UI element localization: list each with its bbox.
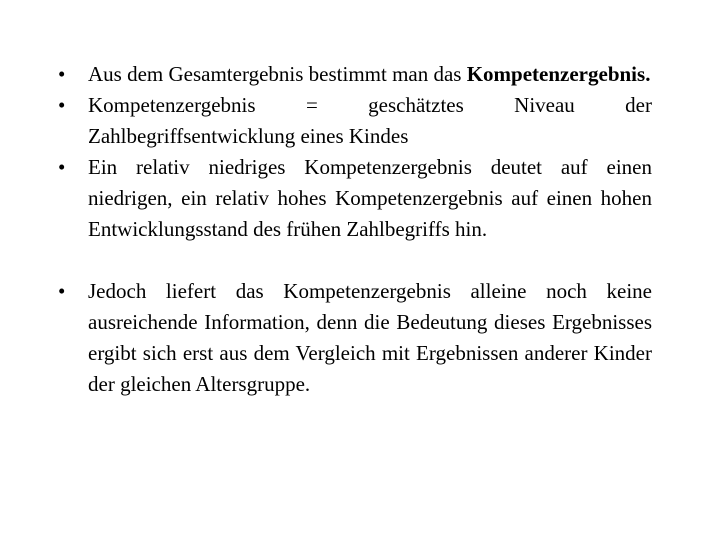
bullet-dot-icon: •: [58, 62, 66, 86]
bullet-dot-icon: •: [58, 279, 66, 303]
bullet-item-3: [58, 152, 652, 245]
bullet-item-1: [58, 59, 652, 90]
bullet-item-4: [58, 276, 652, 400]
bullet-text-3: Ein relativ niedriges Kompetenzergebnis deutet auf einen niedrigen, ein relativ hohes Kompetenzergebnis auf einen hohen Entwicklungsstand des frühen Zahlbegriffs hin.: [88, 155, 652, 241]
bullet-list: [58, 59, 652, 400]
bullet-text-4: Jedoch liefert das Kompetenzergebnis alleine noch keine ausreichende Information, denn die Bedeutung dieses Ergebnisses ergibt sich erst aus dem Vergleich mit Ergebnissen anderer Kinder der gleichen Altersgruppe.: [88, 279, 652, 396]
bullet-dot-icon: •: [58, 93, 66, 117]
bullet-text-1: Aus dem Gesamtergebnis bestimmt man das: [88, 62, 467, 86]
bullet-dot-icon: •: [58, 155, 66, 179]
bullet-text-2: Kompetenzergebnis = geschätztes Niveau der Zahlbegriffsentwicklung eines Kindes: [88, 93, 652, 148]
bullet-item-2: [58, 90, 652, 152]
bullet-bold-term: Kompetenzergebnis.: [466, 62, 651, 86]
